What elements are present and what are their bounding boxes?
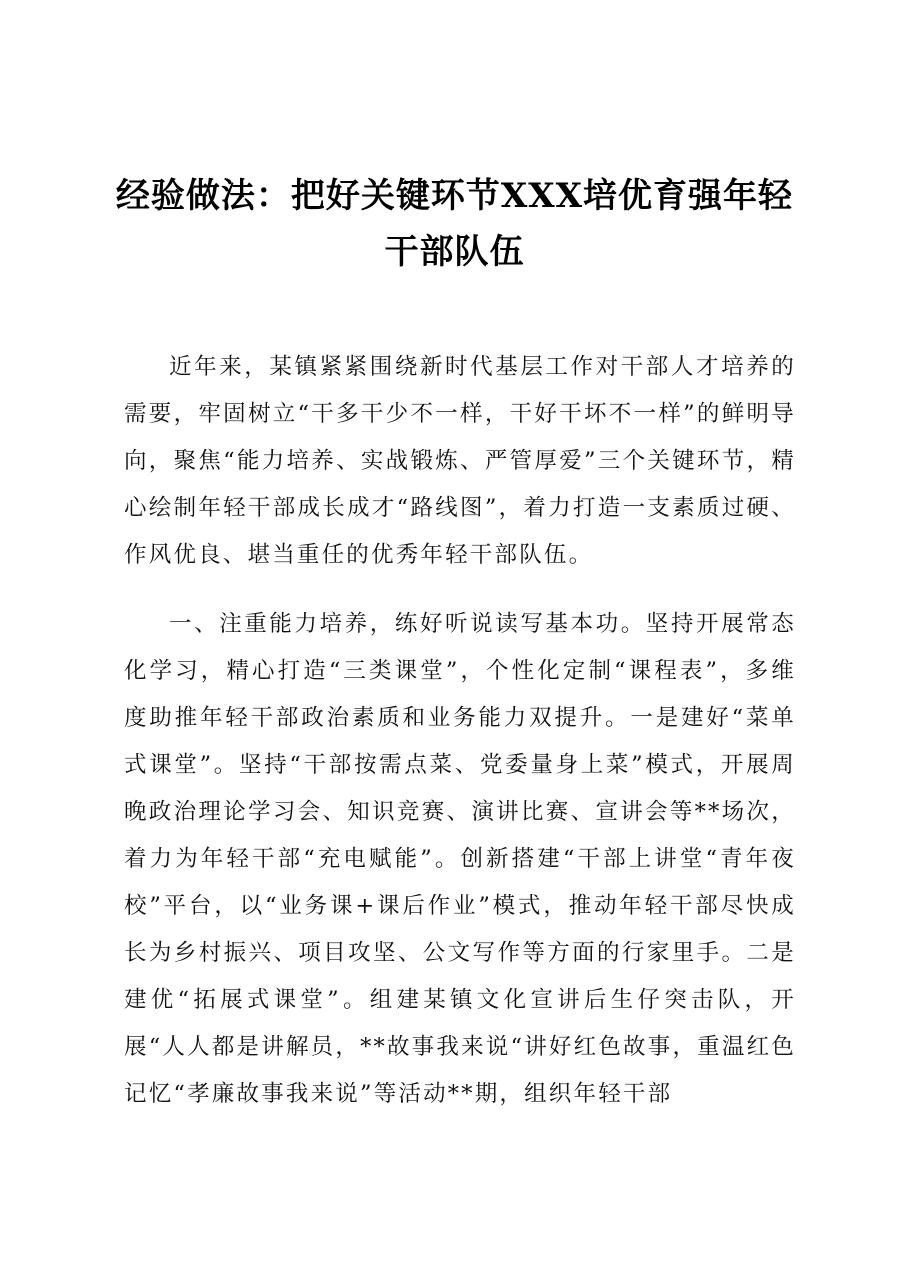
document-body [124, 344, 796, 1140]
document-title: 经验做法：把好关键环节XXX培优育强年轻干部队伍 [115, 176, 794, 272]
paragraph-intro: 近年来，某镇紧紧围绕新时代基层工作对干部人才培养的需要，牢固树立“干多干少不一样，干好干坏不一样”的鲜明导向，聚焦“能力培养、实战锻炼、严管厚爱”三个关键环节，精心绘制年轻干部成长成才“路线图”，着力打造一支素质过硬、作风优良、堪当重任的优秀年轻干部队伍。 [124, 354, 796, 568]
paragraph-section-one: 一、注重能力培养，练好听说读写基本功。坚持开展常态化学习，精心打造“三类课堂”，个性化定制“课程表”，多维度助推年轻干部政治素质和业务能力双提升。一是建好“菜单式课堂”。坚持“干部按需点菜、党委量身上菜”模式，开展周晚政治理论学习会、知识竞赛、演讲比赛、宣讲会等**场次，着力为年轻干部“充电赋能”。创新搭建“干部上讲堂“青年夜校”平台，以“业务课+课后作业”模式，推动年轻干部尽快成长为乡村振兴、项目攻坚、公文写作等方面的行家里手。二是建优“拓展式课堂”。组建某镇文化宣讲后生仔突击队，开展“人人都是讲解员，**故事我来说“讲好红色故事，重温红色记忆“孝廉故事我来说”等活动**期，组织年轻干部 [124, 611, 796, 1107]
